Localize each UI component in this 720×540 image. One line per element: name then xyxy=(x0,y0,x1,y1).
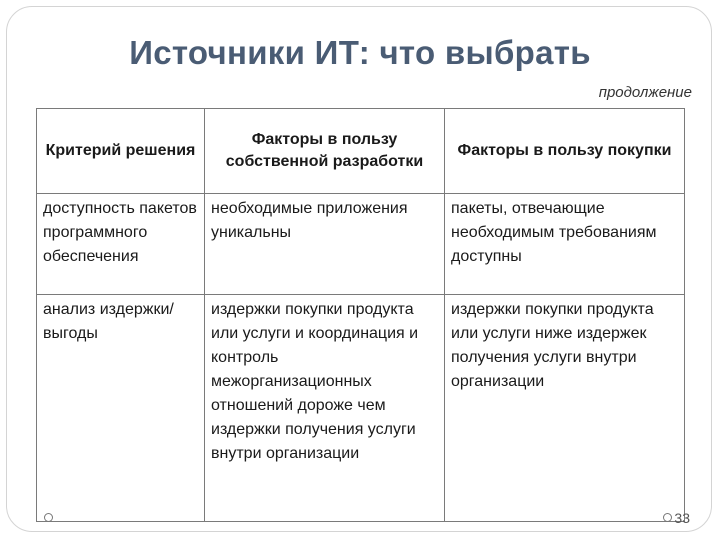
table-cell: пакеты, отвечающие необходимым требованиям доступны xyxy=(445,194,685,295)
table-cell: издержки покупки продукта или услуги и координация и контроль межорганизационных отношений дороже чем издержки получения услуги внутри организации xyxy=(205,295,445,522)
header-criterion: Критерий решения xyxy=(37,109,205,194)
slide-subtitle: продолжение xyxy=(598,84,692,101)
table-row xyxy=(37,194,685,295)
corner-dot-right xyxy=(663,513,672,522)
table-cell: издержки покупки продукта или услуги ниже издержек получения услуги внутри организации xyxy=(445,295,685,522)
table-header-row xyxy=(37,109,685,194)
slide-title: Источники ИТ: что выбрать xyxy=(129,34,591,71)
corner-dot-left xyxy=(44,513,53,522)
header-purchase: Факторы в пользу покупки xyxy=(445,109,685,194)
table-row xyxy=(37,295,685,522)
header-in-house: Факторы в пользу собственной разработки xyxy=(205,109,445,194)
page-number: 33 xyxy=(674,510,690,526)
table-cell: анализ издержки/ выгоды xyxy=(37,295,205,522)
table-cell: доступность пакетов программного обеспечения xyxy=(37,194,205,295)
comparison-table xyxy=(36,108,685,522)
table-cell: необходимые приложения уникальны xyxy=(205,194,445,295)
